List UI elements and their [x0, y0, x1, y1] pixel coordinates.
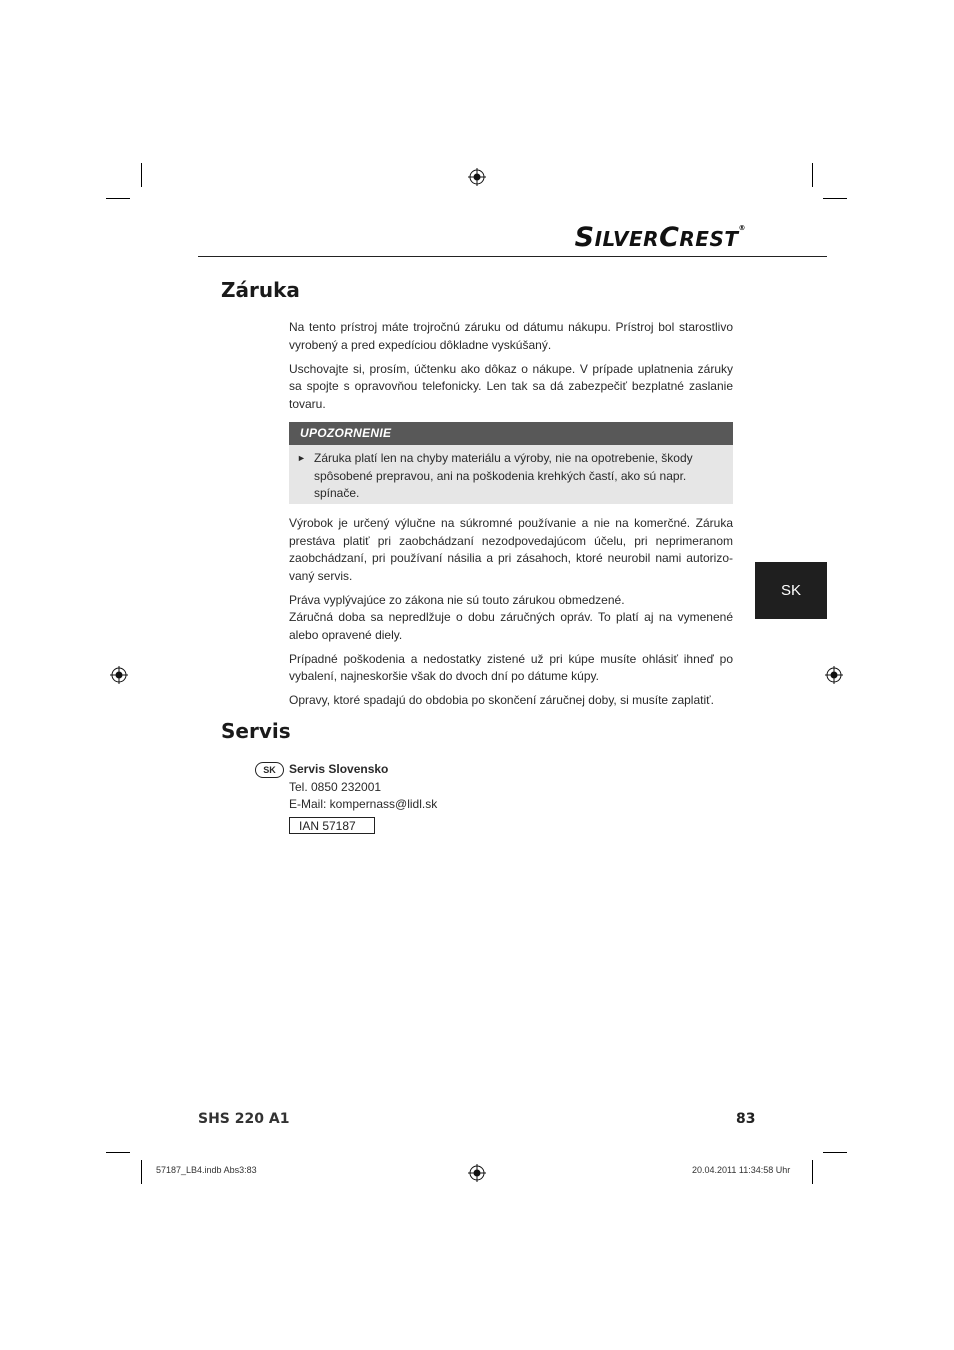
arrow-right-icon: ► — [297, 453, 306, 463]
language-tab: SK — [755, 562, 827, 619]
registration-mark-icon — [468, 168, 486, 186]
registration-mark-icon — [468, 1164, 486, 1182]
section-title-warranty: Záruka — [221, 278, 300, 302]
notice-text: Záruka platí len na chyby materiálu a výroby, nie na opotrebenie, škody spôsobené prepravou, ani na poškodenia krehkých častí, ako sú napr. spínače. — [314, 451, 693, 500]
ian-number: IAN 57187 — [289, 817, 375, 834]
print-timestamp: 20.04.2011 11:34:58 Uhr — [692, 1165, 791, 1175]
warranty-intro — [289, 319, 733, 420]
crop-mark — [823, 198, 847, 199]
paragraph: Na tento prístroj máte trojročnú záruku od dátumu nákupu. Prístroj bol starostlivo vyrobený a pred expedíciou dôkladne vyskúšaný. — [289, 320, 733, 352]
paragraph: Uschovajte si, prosím, účtenku ako dôkaz o nákupe. V prípade uplatnenia záruky sa spojte s opravovňou telefonicky. Len tak sa dá zabezpečiť bezplatné zaslanie tovaru. — [289, 361, 733, 411]
notice-content — [289, 445, 733, 504]
crop-mark — [812, 163, 813, 187]
crop-mark — [812, 1160, 813, 1184]
country-badge: SK — [255, 762, 284, 778]
warranty-terms — [289, 515, 733, 716]
crop-mark — [823, 1152, 847, 1153]
print-file-info: 57187_LB4.indb Abs3:83 — [156, 1165, 257, 1175]
page-number: 83 — [736, 1111, 756, 1127]
silvercrest-logo — [575, 222, 746, 253]
logo-letter: C — [659, 222, 680, 253]
logo-letter: S — [574, 222, 595, 253]
crop-mark — [141, 163, 142, 187]
header-rule — [198, 256, 827, 257]
service-email: E-Mail: kompernass@lidl.sk — [289, 797, 438, 811]
service-name: Servis Slovensko — [289, 762, 389, 776]
paragraph: Práva vyplývajúce zo zákona nie sú touto zárukou obmedzené. Záručná doba sa nepredlžuje o dobu záručných opráv. To platí aj na vymenené alebo opravené diely. — [289, 592, 733, 642]
crop-mark — [106, 1152, 130, 1153]
registration-mark-icon — [110, 666, 128, 684]
logo-letter: ILVER — [594, 227, 660, 251]
crop-mark — [106, 198, 130, 199]
service-phone: Tel. 0850 232001 — [289, 779, 382, 794]
model-number: SHS 220 A1 — [198, 1111, 290, 1127]
paragraph: Výrobok je určený výlučne na súkromné používanie a nie na komerčné. Záruka prestáva platiť pri zaobchádzaní nezodpovedajúcom účelu, pri neprimeranom zaobchádzaní, pri používaní násilia a pri zásahoch, ktoré neurobil nami autorizo-vaný servis. — [289, 516, 733, 583]
section-title-service: Servis — [221, 719, 291, 743]
registered-mark: ® — [738, 224, 746, 232]
notice-heading: UPOZORNENIE — [289, 422, 733, 445]
logo-letter: REST — [679, 227, 739, 251]
crop-mark — [141, 1160, 142, 1184]
paragraph: Prípadné poškodenia a nedostatky zistené už pri kúpe musíte ohlásiť ihneď po vybalení, najneskoršie však do dvoch dní po dátume kúpy. — [289, 651, 733, 683]
notice-box — [289, 422, 733, 504]
paragraph: Opravy, ktoré spadajú do obdobia po skončení záručnej doby, si musíte zaplatiť. — [289, 693, 714, 707]
registration-mark-icon — [825, 666, 843, 684]
